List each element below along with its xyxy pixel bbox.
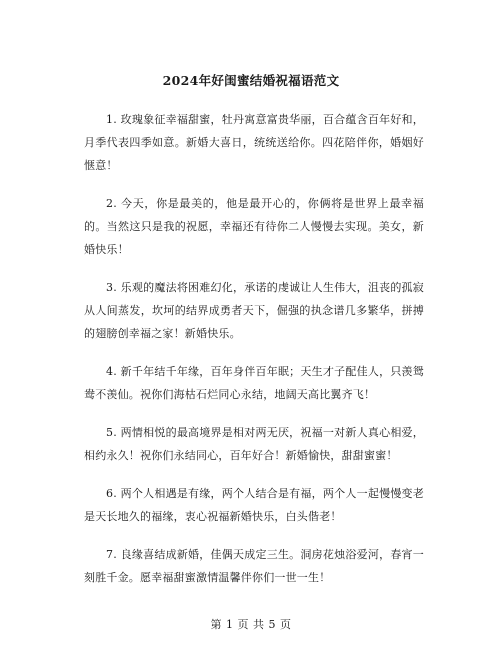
document-body	[84, 108, 424, 604]
paragraph-4: 4. 新千年结千年缘，百年身伴百年眠；天生才子配佳人，只羡鸳鸯不羡仙。祝你们海枯石烂同心永结，地阔天高比翼齐飞！	[84, 365, 424, 401]
page-number-footer: 第 1 页 共 5 页	[210, 618, 292, 631]
paragraph-2: 2. 今天，你是最美的，他是最开心的，你俩将是世界上最幸福的。当然这只是我的祝愿，幸福还有待你二人慢慢去实现。美女，新婚快乐！	[84, 197, 424, 256]
paragraph-6: 6. 两个人相遇是有缘，两个人结合是有福，两个人一起慢慢变老是天长地久的福缘，衷心祝福新婚快乐，白头偕老！	[84, 487, 424, 523]
paragraph-1: 1. 玫瑰象征幸福甜蜜，牡丹寓意富贵华丽，百合蕴含百年好和，月季代表四季如意。新婚大喜日，统统送给你。四花陪伴你，婚姻好惬意！	[84, 113, 424, 172]
paragraph-3: 3. 乐观的魔法将困难幻化，承诺的虔诚让人生伟大，沮丧的孤寂从人间蒸发，坎坷的结界成勇者天下，倔强的执念谱几多繁华，拼搏的翅膀创幸福之家！新婚快乐。	[84, 281, 424, 340]
paragraph-7: 7. 良缘喜结成新婚，佳偶天成定三生。洞房花烛浴爱河，春宵一刻胜千金。愿幸福甜蜜激情温馨伴你们一世一生！	[84, 548, 424, 584]
document-title: 2024年好闺蜜结婚祝福语范文	[162, 73, 340, 88]
paragraph-5: 5. 两情相悦的最高境界是相对两无厌，祝福一对新人真心相爱，相约永久！祝你们永结同心，百年好合！新婚愉快，甜甜蜜蜜！	[84, 426, 424, 462]
